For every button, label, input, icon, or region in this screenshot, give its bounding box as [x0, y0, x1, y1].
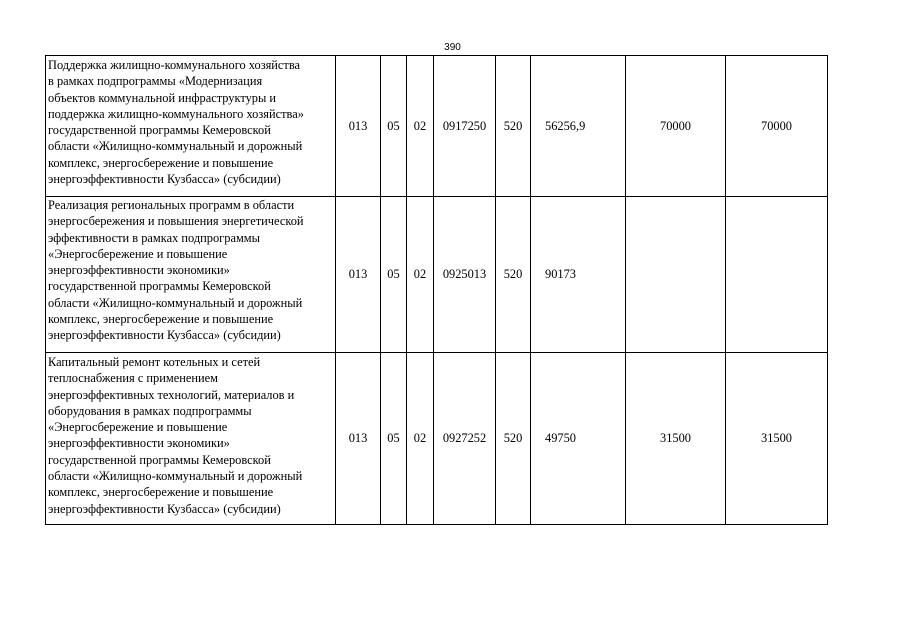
page-number: 390	[444, 42, 461, 53]
description-line: Поддержка жилищно-коммунального хозяйства	[48, 58, 301, 72]
description-line: в рамках подпрограммы «Модернизация	[48, 74, 263, 89]
description-line: государственной программы Кемеровской	[48, 279, 271, 294]
amount-2	[626, 197, 726, 353]
description-line: энергоэффективности Кузбасса» (субсидии)	[48, 328, 281, 343]
description-line: области «Жилищно-коммунальный и дорожный	[48, 469, 303, 484]
amount-3: 31500	[726, 353, 828, 525]
target-article-code: 0927252	[434, 353, 496, 525]
description-line: оборудования в рамках подпрограммы	[48, 403, 252, 418]
budget-table	[45, 55, 828, 525]
row-description	[46, 353, 336, 525]
table-row	[46, 56, 828, 197]
target-article-code: 0925013	[434, 197, 496, 353]
amount-3	[726, 197, 828, 353]
description-line: Реализация региональных программ в области	[48, 198, 295, 212]
row-description	[46, 56, 336, 197]
subsection-code: 02	[407, 353, 434, 525]
description-line: энергосбережения и повышения энергетической	[48, 214, 304, 229]
description-line: области «Жилищно-коммунальный и дорожный	[48, 295, 303, 310]
target-article-code: 0917250	[434, 56, 496, 197]
description-line: энергоэффективности экономики»	[48, 263, 230, 278]
ministry-code: 013	[336, 353, 381, 525]
description-line: «Энергосбережение и повышение	[48, 420, 228, 435]
row-description	[46, 197, 336, 353]
ministry-code: 013	[336, 197, 381, 353]
amount-1: 90173	[531, 197, 626, 353]
description-line: комплекс, энергосбережение и повышение	[48, 312, 274, 327]
expense-type-code: 520	[496, 56, 531, 197]
amount-2: 70000	[626, 56, 726, 197]
description-line: комплекс, энергосбережение и повышение	[48, 155, 274, 170]
section-code: 05	[381, 56, 407, 197]
description-line: энергоэффективных технологий, материалов и	[48, 387, 295, 402]
description-line: энергоэффективности экономики»	[48, 436, 230, 451]
expense-type-code: 520	[496, 353, 531, 525]
subsection-code: 02	[407, 56, 434, 197]
expense-type-code: 520	[496, 197, 531, 353]
subsection-code: 02	[407, 197, 434, 353]
section-code: 05	[381, 353, 407, 525]
description-line: государственной программы Кемеровской	[48, 452, 271, 467]
amount-2: 31500	[626, 353, 726, 525]
amount-1: 49750	[531, 353, 626, 525]
section-code: 05	[381, 197, 407, 353]
ministry-code: 013	[336, 56, 381, 197]
description-line: энергоэффективности Кузбасса» (субсидии)	[48, 501, 281, 516]
description-line: «Энергосбережение и повышение	[48, 246, 228, 261]
amount-3: 70000	[726, 56, 828, 197]
description-line: комплекс, энергосбережение и повышение	[48, 485, 274, 500]
table-row	[46, 353, 828, 525]
description-line: поддержка жилищно-коммунального хозяйства»	[48, 106, 304, 121]
description-line: Капитальный ремонт котельных и сетей	[48, 355, 261, 369]
description-line: области «Жилищно-коммунальный и дорожный	[48, 139, 303, 154]
description-line: теплоснабжения с применением	[48, 371, 218, 386]
description-line: объектов коммунальной инфраструктуры и	[48, 90, 277, 105]
description-line: эффективности в рамках подпрограммы	[48, 230, 260, 245]
table-row	[46, 197, 828, 353]
amount-1: 56256,9	[531, 56, 626, 197]
description-line: государственной программы Кемеровской	[48, 123, 271, 138]
description-line: энергоэффективности Кузбасса» (субсидии)	[48, 172, 281, 187]
